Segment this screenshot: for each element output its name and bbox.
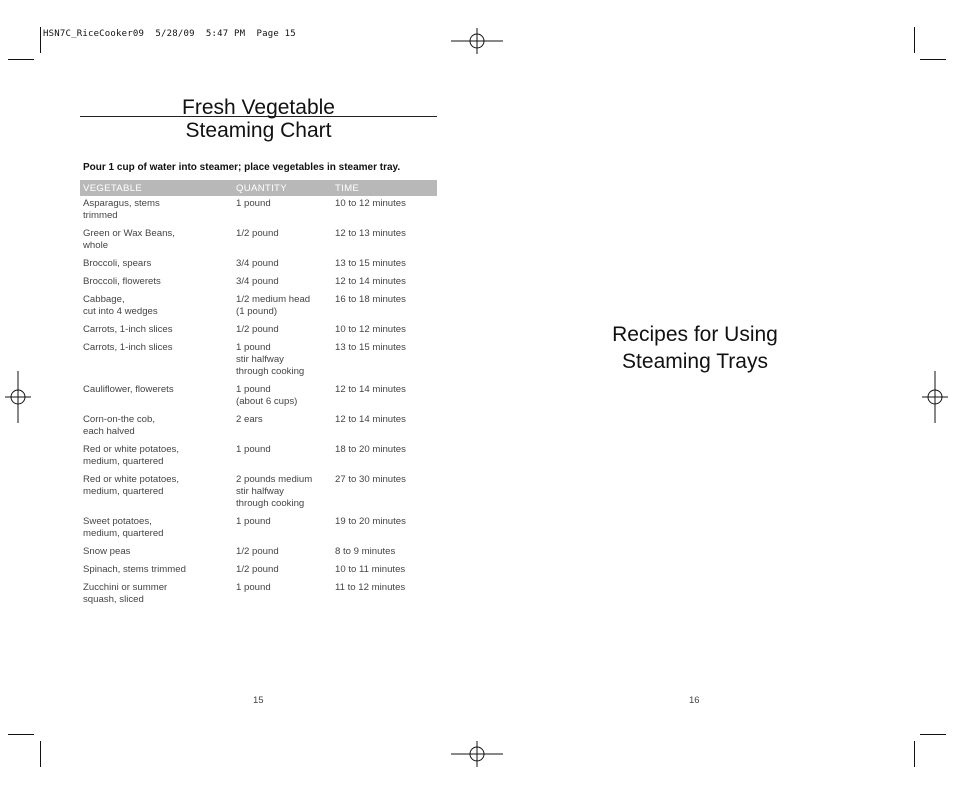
cell-vegetable: Carrots, 1-inch slices [83, 342, 173, 353]
cell-vegetable: Cauliflower, flowerets [83, 384, 174, 395]
cell-quantity: 3/4 pound [236, 258, 279, 269]
recipes-title [560, 321, 830, 375]
cell-time: 10 to 12 minutes [335, 324, 406, 335]
steaming-chart-table [80, 180, 437, 610]
cell-quantity: 1/2 pound [236, 324, 279, 335]
table-row [80, 322, 437, 340]
cell-vegetable: Zucchini or summer squash, sliced [83, 582, 168, 605]
cell-time: 11 to 12 minutes [335, 582, 406, 593]
intro-text: Pour 1 cup of water into steamer; place vegetables in steamer tray. [83, 162, 401, 173]
crop-mark [920, 734, 946, 735]
cell-quantity: 1/2 pound [236, 228, 279, 239]
cell-quantity: 1/2 medium head (1 pound) [236, 294, 311, 317]
cell-quantity: 1/2 pound [236, 546, 279, 557]
cell-vegetable: Red or white potatoes, medium, quartered [83, 444, 179, 467]
cell-quantity: 1/2 pound [236, 564, 279, 575]
cell-vegetable: Carrots, 1-inch slices [83, 324, 173, 335]
crop-mark [8, 734, 34, 735]
cell-vegetable: Broccoli, spears [83, 258, 152, 269]
cell-vegetable: Spinach, stems trimmed [83, 564, 186, 575]
table-row [80, 292, 437, 322]
cell-quantity: 1 pound [236, 444, 271, 455]
header-time: TIME [332, 180, 437, 196]
cell-vegetable: Sweet potatoes, medium, quartered [83, 516, 164, 539]
cell-vegetable: Corn-on-the cob, each halved [83, 414, 155, 437]
registration-mark-bottom [451, 741, 503, 772]
cell-time: 12 to 14 minutes [335, 414, 406, 425]
registration-mark-right [922, 371, 948, 428]
cell-quantity: 1 pound [236, 198, 271, 209]
table-row [80, 514, 437, 544]
crop-mark [40, 27, 41, 53]
cell-time: 10 to 12 minutes [335, 198, 406, 209]
cell-quantity: 2 pounds medium stir halfway through cooking [236, 474, 313, 509]
table-row [80, 544, 437, 562]
header-vegetable: VEGETABLE [80, 180, 233, 196]
table-row [80, 412, 437, 442]
recipes-title-line2: Steaming Trays [622, 350, 768, 373]
cell-vegetable: Snow peas [83, 546, 131, 557]
table-row [80, 382, 437, 412]
chart-title [80, 96, 437, 142]
cell-vegetable: Asparagus, stems trimmed [83, 198, 160, 221]
table-row [80, 562, 437, 580]
cell-quantity: 1 pound (about 6 cups) [236, 384, 298, 407]
cell-time: 13 to 15 minutes [335, 342, 406, 353]
table-row [80, 472, 437, 514]
table-row [80, 256, 437, 274]
page-number-left: 15 [253, 695, 264, 706]
cell-quantity: 3/4 pound [236, 276, 279, 287]
registration-mark-left [5, 371, 31, 428]
cell-time: 10 to 11 minutes [335, 564, 406, 575]
cell-time: 27 to 30 minutes [335, 474, 406, 485]
table-header-row [80, 180, 437, 196]
table-row [80, 580, 437, 610]
table-body [80, 196, 437, 610]
table-row [80, 442, 437, 472]
header-quantity: QUANTITY [233, 180, 332, 196]
crop-mark [40, 741, 41, 767]
cell-time: 19 to 20 minutes [335, 516, 406, 527]
chart-title-line1: Fresh Vegetable [182, 96, 335, 119]
table-row [80, 226, 437, 256]
table-row [80, 340, 437, 382]
cell-quantity: 1 pound [236, 582, 271, 593]
cell-time: 12 to 14 minutes [335, 384, 406, 395]
cell-vegetable: Green or Wax Beans, whole [83, 228, 175, 251]
crop-mark [914, 741, 915, 767]
cell-time: 18 to 20 minutes [335, 444, 406, 455]
table-row [80, 274, 437, 292]
cell-vegetable: Broccoli, flowerets [83, 276, 161, 287]
page-number-right: 16 [689, 695, 700, 706]
cell-quantity: 1 pound stir halfway through cooking [236, 342, 305, 377]
cell-vegetable: Red or white potatoes, medium, quartered [83, 474, 179, 497]
crop-mark [8, 59, 34, 60]
cell-time: 13 to 15 minutes [335, 258, 406, 269]
registration-mark-top [451, 28, 503, 59]
chart-title-line2: Steaming Chart [185, 119, 332, 142]
cell-time: 12 to 13 minutes [335, 228, 406, 239]
crop-mark [920, 59, 946, 60]
cell-time: 12 to 14 minutes [335, 276, 406, 287]
cell-quantity: 2 ears [236, 414, 263, 425]
table-row [80, 196, 437, 226]
cell-time: 8 to 9 minutes [335, 546, 396, 557]
recipes-title-line1: Recipes for Using [612, 323, 778, 346]
crop-mark [914, 27, 915, 53]
cell-time: 16 to 18 minutes [335, 294, 406, 305]
print-slug: HSN7C_RiceCooker09 5/28/09 5:47 PM Page 15 [43, 29, 296, 39]
cell-vegetable: Cabbage, cut into 4 wedges [83, 294, 158, 317]
cell-quantity: 1 pound [236, 516, 271, 527]
